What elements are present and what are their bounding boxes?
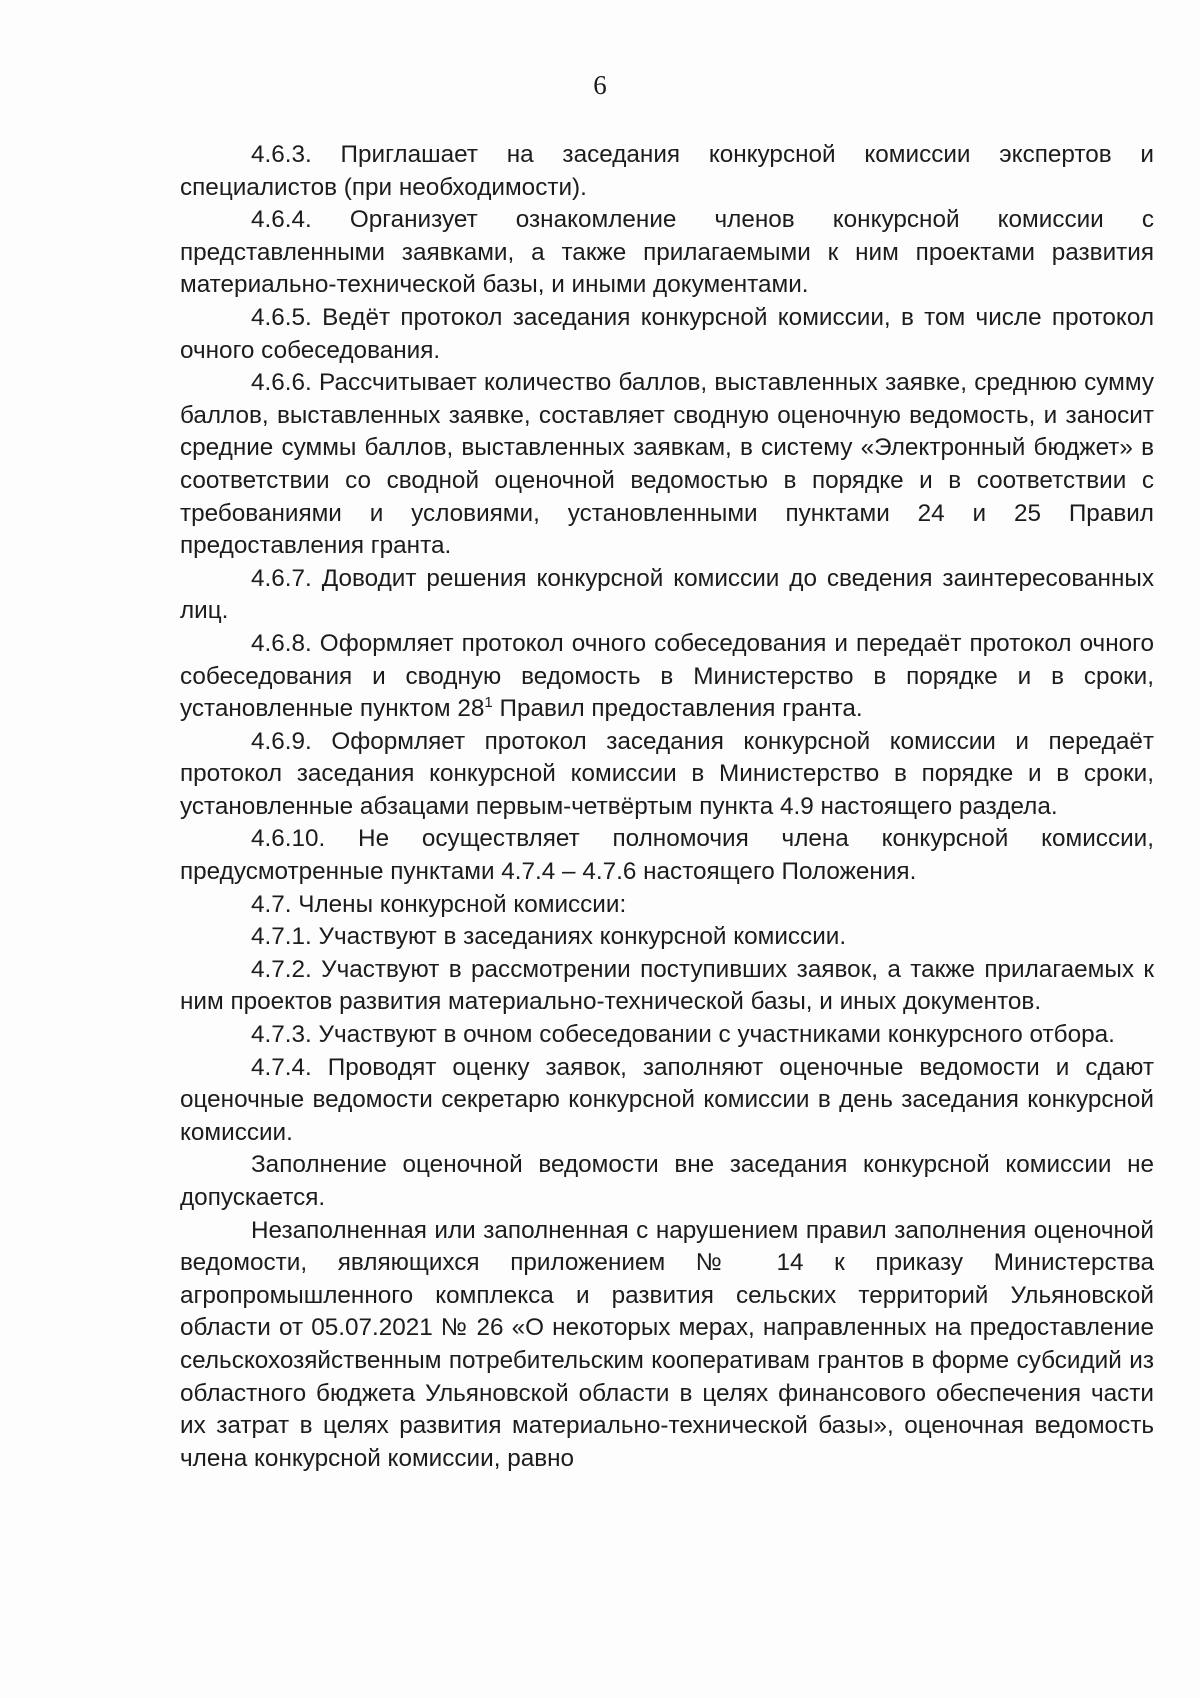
paragraph-4-7-3: 4.7.3. Участвуют в очном собеседовании с участниками конкурсного отбора. xyxy=(251,1021,1115,1049)
paragraph-4-6-8 xyxy=(180,628,1154,726)
paragraph-4-7-1: 4.7.1. Участвуют в заседаниях конкурсной комиссии. xyxy=(251,923,847,951)
paragraph-4-6-6: 4.6.6. Рассчитывает количество баллов, выставленных заявке, среднюю сумму баллов, выставленных заявке, составляет сводную оценочную ведомость, и заносит средние суммы баллов, выставленных заявкам, в систему «Электронный бюджет» в соответствии со сводной оценочной ведомостью в порядке и в соответствии с требованиями и условиями, установленными пунктами 24 и 25 Правил предоставления гранта. xyxy=(180,369,1154,560)
paragraph-4-7: 4.7. Члены конкурсной комиссии: xyxy=(251,890,627,918)
paragraph-4-7-4: 4.7.4. Проводят оценку заявок, заполняют оценочные ведомости и сдают оценочные ведомости секретарю конкурсной комиссии в день заседания конкурсной комиссии. xyxy=(180,1053,1154,1146)
footnote-superscript: 1 xyxy=(484,694,493,711)
paragraph-4-6-5: 4.6.5. Ведёт протокол заседания конкурсной комиссии, в том числе протокол очного собеседования. xyxy=(180,303,1154,364)
page-number: 6 xyxy=(593,70,607,100)
paragraph-fill-outside-meeting: Заполнение оценочной ведомости вне заседания конкурсной комиссии не допускается. xyxy=(180,1151,1154,1211)
paragraph-4-6-4: 4.6.4. Организует ознакомление членов конкурсной комиссии с представленными заявками, а также прилагаемыми к ним проектами развития материально-технической базы, и иными документами. xyxy=(180,206,1154,299)
paragraph-4-7-2: 4.7.2. Участвуют в рассмотрении поступивших заявок, а также прилагаемых к ним проектов развития материально-технической базы, и иных документов. xyxy=(180,955,1154,1016)
paragraph-4-6-9: 4.6.9. Оформляет протокол заседания конкурсной комиссии и передаёт протокол заседания конкурсной комиссии в Министерство в порядке и в сроки, установленные абзацами первым-четвёртым пункта 4.9 настоящего раздела. xyxy=(180,727,1154,820)
paragraph-4-6-8-text-end: Правил предоставления гранта. xyxy=(492,695,863,723)
paragraph-4-6-10: 4.6.10. Не осуществляет полномочия члена конкурсной комиссии, предусмотренные пунктами 4.7.4 – 4.7.6 настоящего Положения. xyxy=(180,825,1154,886)
paragraph-4-6-3: 4.6.3. Приглашает на заседания конкурсной комиссии экспертов и специалистов (при необходимости). xyxy=(180,141,1154,201)
document-body xyxy=(180,139,1154,1475)
paragraph-4-6-8-text: 4.6.8. Оформляет протокол очного собеседования и передаёт протокол очного собеседования и сводную ведомость в Министерство в порядке и в сроки, установленные пунктом 28 xyxy=(180,629,1154,723)
paragraph-unfilled-sheet: Незаполненная или заполненная с нарушением правил заполнения оценочной ведомости, являющихся приложением № 14 к приказу Министерства агропромышленного комплекса и развития сельских территорий Ульяновской области от 05.07.2021 № 26 «О некоторых мерах, направленных на предоставление сельскохозяйственным потребительским кооперативам грантов в форме субсидий из областного бюджета Ульяновской области в целях финансового обеспечения части их затрат в целях развития материально-технической базы», оценочная ведомость члена конкурсной комиссии, равно xyxy=(180,1216,1154,1472)
paragraph-4-6-7: 4.6.7. Доводит решения конкурсной комиссии до сведения заинтересованных лиц. xyxy=(180,564,1154,625)
